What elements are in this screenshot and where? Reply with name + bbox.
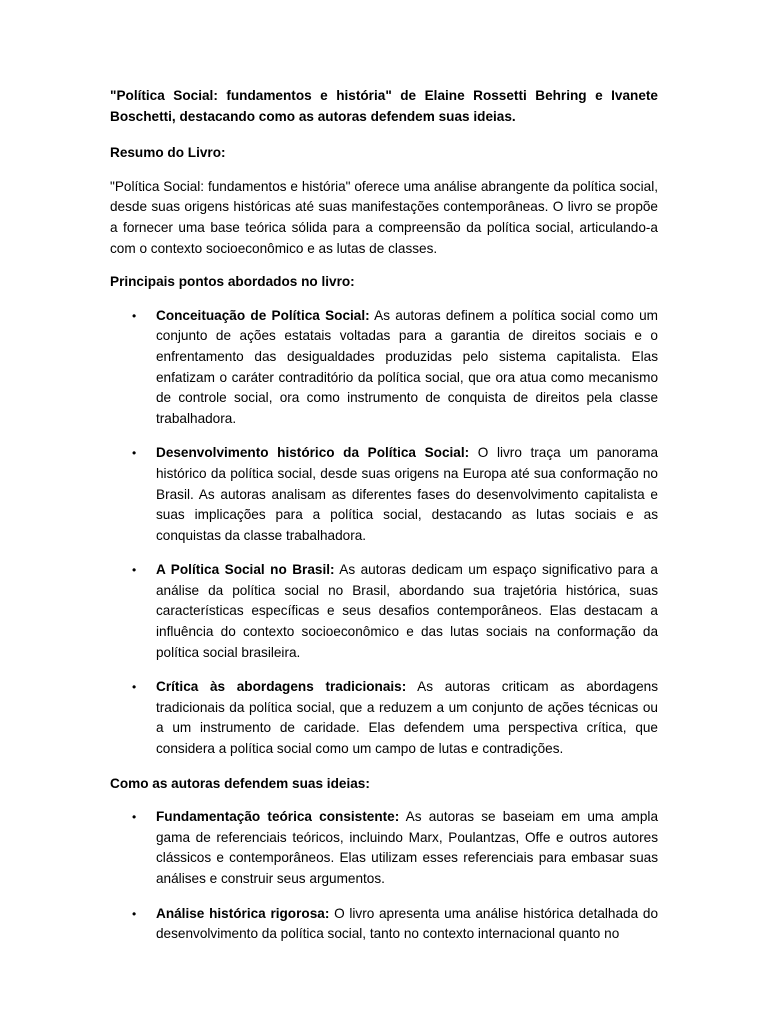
list-item-text: As autoras criticam as abordagens tradicionais da política social, que a reduzem a um conjunto de ações técnicas ou a um instrumento de caridade. Elas defendem uma perspectiva crítica, que considera a política social como um campo de lutas e contradições. [156,679,658,757]
list-item-term: Análise histórica rigorosa: [156,905,330,921]
defense-points-list [110,807,658,945]
list-item [110,560,658,663]
list-item [110,306,658,430]
list-item [110,443,658,546]
list-item [110,807,658,889]
main-points-heading: Principais pontos abordados no livro: [110,274,355,290]
list-item [110,677,658,759]
summary-heading: Resumo do Livro: [110,145,226,161]
main-points-list [110,306,658,760]
bullet-icon: • [132,446,137,461]
list-item-term: A Política Social no Brasil: [156,562,335,578]
summary-text: "Política Social: fundamentos e história" oferece uma análise abrangente da política social, desde suas origens históricas até suas manifestações contemporâneas. O livro se propõe a fornecer uma base teórica sólida para a compreensão da política social, articulando-a com o contexto socioeconômico e as lutas de classes. [110,178,658,256]
list-item-term: Crítica às abordagens tradicionais: [156,679,407,695]
list-item [110,904,658,945]
document-title: "Política Social: fundamentos e história" de Elaine Rossetti Behring e Ivanete Boschetti, destacando como as autoras defendem suas ideias. [110,88,658,124]
defense-heading: Como as autoras defendem suas ideias: [110,775,370,791]
bullet-icon: • [132,906,137,921]
list-item-text: As autoras dedicam um espaço significativo para a análise da política social no Brasil, abordando sua trajetória histórica, suas características específicas e seus desafios contemporâneos. Elas destacam a influência do contexto socioeconômico e das lutas sociais na conformação da política social brasileira. [156,562,658,660]
bullet-icon: • [132,810,137,825]
list-item-text: As autoras definem a política social como um conjunto de ações estatais voltadas para a garantia de direitos sociais e o enfrentamento das desigualdades produzidas pelo sistema capitalista. Elas enfatizam o caráter contraditório da política social, que ora atua como mecanismo de controle social, ora como instrumento de conquista de direitos pela classe trabalhadora. [156,307,658,426]
list-item-term: Conceituação de Política Social: [156,307,370,323]
bullet-icon: • [132,308,137,323]
list-item-term: Desenvolvimento histórico da Política Social: [156,445,470,461]
list-item-text: O livro traça um panorama histórico da política social, desde suas origens na Europa até sua conformação no Brasil. As autoras analisam as diferentes fases do desenvolvimento capitalista e suas implicações para a política social, destacando as lutas sociais e as conquistas da classe trabalhadora. [156,445,659,543]
bullet-icon: • [132,563,137,578]
list-item-text: O livro apresenta uma análise histórica detalhada do desenvolvimento da política social, tanto no contexto internacional quanto no [156,905,658,942]
list-item-term: Fundamentação teórica consistente: [156,809,400,825]
bullet-icon: • [132,680,137,695]
list-item-text: As autoras se baseiam em uma ampla gama de referenciais teóricos, incluindo Marx, Poulantzas, Offe e outros autores clássicos e contemporâneos. Elas utilizam esses referenciais para embasar suas análises e construir seus argumentos. [156,809,659,886]
